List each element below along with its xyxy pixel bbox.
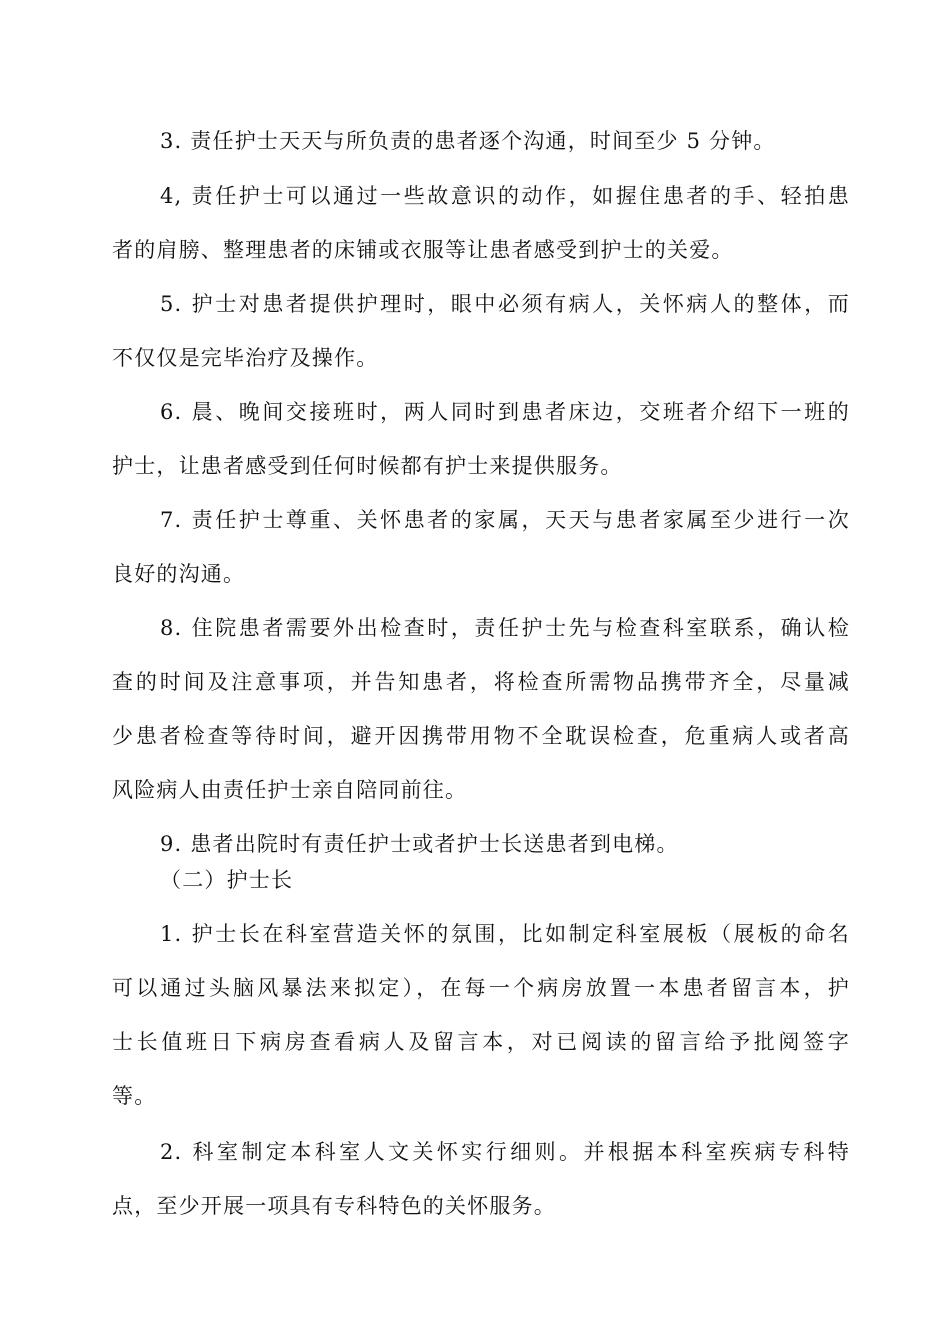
- section-paragraph-1-line-4: 等。: [112, 1084, 157, 1108]
- paragraph-5-line-2: 不仅仅是完毕治疗及操作。: [112, 346, 379, 370]
- section-paragraph-1-line-1: 1. 护士长在科室营造关怀的氛围，比如制定科室展板（展板的命名: [160, 922, 850, 946]
- section-paragraph-1-line-3: 士长值班日下病房查看病人及留言本，对已阅读的留言给予批阅签字: [112, 1030, 850, 1054]
- paragraph-6-line-2: 护士，让患者感受到任何时候都有护士来提供服务。: [112, 454, 623, 478]
- paragraph-8-line-2: 查的时间及注意事项，并告知患者，将检查所需物品携带齐全，尽量减: [112, 670, 850, 694]
- section-paragraph-2-line-1: 2. 科室制定本科室人文关怀实行细则。并根据本科室疾病专科特: [160, 1140, 850, 1164]
- paragraph-3-line-1: 3. 责任护士天天与所负责的患者逐个沟通，时间至少 5 分钟。: [160, 129, 776, 153]
- paragraph-8-line-3: 少患者检查等待时间，避开因携带用物不全耽误检查，危重病人或者高: [112, 724, 850, 748]
- section-paragraph-2-line-2: 点，至少开展一项具有专科特色的关怀服务。: [112, 1194, 556, 1218]
- paragraph-7-line-2: 良好的沟通。: [112, 562, 246, 586]
- section-heading: （二）护士长: [160, 868, 294, 892]
- paragraph-7-line-1: 7. 责任护士尊重、关怀患者的家属，天天与患者家属至少进行一次: [160, 508, 850, 532]
- paragraph-4-line-2: 者的肩膀、整理患者的床铺或衣服等让患者感受到护士的关爱。: [112, 238, 734, 262]
- paragraph-6-line-1: 6. 晨、晚间交接班时，两人同时到患者床边，交班者介绍下一班的: [160, 400, 850, 424]
- paragraph-5-line-1: 5. 护士对患者提供护理时，眼中必须有病人，关怀病人的整体，而: [160, 292, 850, 316]
- paragraph-9-line-1: 9. 患者出院时有责任护士或者护士长送患者到电梯。: [160, 832, 679, 856]
- paragraph-4-line-1: 4, 责任护士可以通过一些故意识的动作，如握住患者的手、轻拍患: [160, 184, 850, 208]
- section-paragraph-1-line-2: 可以通过头脑风暴法来拟定），在每一个病房放置一本患者留言本，护: [112, 976, 850, 1000]
- paragraph-8-line-4: 风险病人由责任护士亲自陪同前往。: [112, 778, 468, 802]
- paragraph-8-line-1: 8. 住院患者需要外出检查时，责任护士先与检查科室联系，确认检: [160, 616, 850, 640]
